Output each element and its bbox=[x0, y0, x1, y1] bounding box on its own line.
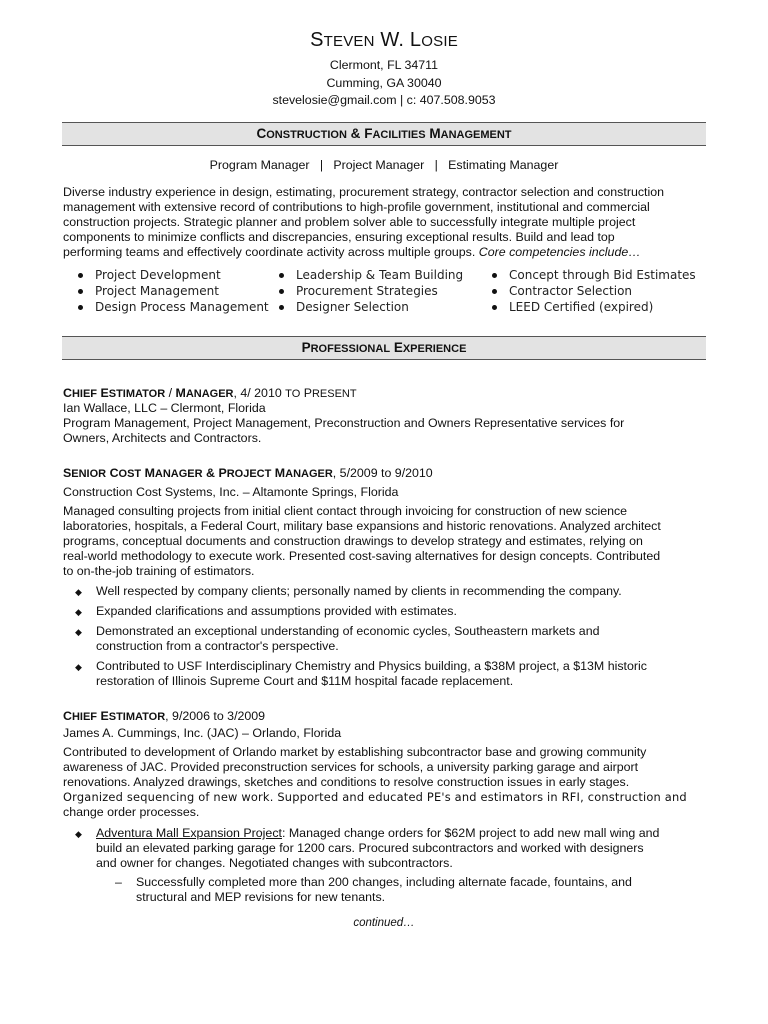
job-title: CHIEF ESTIMATOR, 9/2006 to 3/2009 bbox=[63, 709, 266, 723]
achievement-bullet: ◆ Expanded clarifications and assumptions provided with estimates. bbox=[96, 604, 706, 619]
bullet-icon bbox=[78, 289, 83, 294]
job-title: SENIOR COST MANAGER & PROJECT MANAGER, 5/2009 to 9/2010 bbox=[63, 466, 433, 480]
competency-item: LEED Certified (expired) bbox=[509, 300, 653, 314]
diamond-bullet-icon: ◆ bbox=[75, 662, 82, 672]
competency-item: Contractor Selection bbox=[509, 284, 632, 298]
diamond-bullet-icon: ◆ bbox=[75, 587, 82, 597]
job-title: CHIEF ESTIMATOR / MANAGER, 4/ 2010 TO PRESENT bbox=[63, 386, 357, 400]
address-line-1: Clermont, FL 34711 bbox=[329, 58, 439, 72]
company-name: James A. Cummings, Inc. (JAC) – Orlando, Florida bbox=[63, 726, 342, 740]
achievement-bullet: ◆ Contributed to USF Interdisciplinary Chemistry and Physics building, a $38M project, a $13M historic restoration of Illinois Supreme Court and $11M hospital facade replacement. bbox=[75, 659, 647, 689]
dash-bullet-icon: – bbox=[115, 875, 122, 889]
section-heading-construction: CONSTRUCTION & FACILITIES MANAGEMENT bbox=[62, 122, 706, 146]
job-description: Contributed to development of Orlando market by establishing subcontractor base and growing community awareness of JAC. Provided preconstruction services for schools, a university parking garage and airport renovations. Analyzed drawings, sketches and conditions to resolve construction issues in early stages. Organized sequencing of new work. Supported and educated PE's and estimators in RFI, construction and change order processes. bbox=[63, 745, 687, 820]
achievement-bullet: ◆ Demonstrated an exceptional understanding of economic cycles, Southeastern markets and construction from a contractor's perspective. bbox=[75, 624, 600, 654]
summary-paragraph: Diverse industry experience in design, estimating, procurement strategy, contractor selection and construction management with extensive record of contributions to high-profile government, institutional and commercial construction projects. Strategic planner and problem solver able to successfully integrate multiple project components to minimize conflicts and discrepancies, ensuring exceptional results. Build and lead top performing teams and effectively coordinate activity across multiple groups. Core competencies include… bbox=[63, 185, 665, 260]
job-description: Program Management, Project Management, Preconstruction and Owners Representative services for Owners, Architects and Contractors. bbox=[63, 416, 625, 446]
competency-item: Procurement Strategies bbox=[296, 284, 438, 298]
achievement-bullet: ◆ Well respected by company clients; personally named by clients in recommending the company. bbox=[96, 584, 706, 599]
bullet-icon bbox=[78, 305, 83, 310]
bullet-icon bbox=[492, 289, 497, 294]
bullet-icon bbox=[78, 273, 83, 278]
bullet-icon bbox=[279, 305, 284, 310]
bullet-icon bbox=[279, 273, 284, 278]
bullet-icon bbox=[492, 273, 497, 278]
competency-item: Design Process Management bbox=[95, 300, 269, 314]
company-name: Ian Wallace, LLC – Clermont, Florida bbox=[63, 401, 266, 415]
company-name: Construction Cost Systems, Inc. – Altamonte Springs, Florida bbox=[63, 485, 399, 499]
diamond-bullet-icon: ◆ bbox=[75, 607, 82, 617]
address-line-2: Cumming, GA 30040 bbox=[326, 76, 442, 90]
achievement-bullet: ◆ Adventura Mall Expansion Project: Managed change orders for $62M project to add new mall wing and build an elevated parking garage for 1200 cars. Procured subcontractors and worked with designers and owner for changes. Negotiated changes with subcontractors. bbox=[75, 826, 660, 871]
diamond-bullet-icon: ◆ bbox=[75, 829, 82, 839]
project-name: Adventura Mall Expansion Project bbox=[96, 826, 282, 840]
competency-item: Project Management bbox=[95, 284, 219, 298]
email-phone: stevelosie@gmail.com | c: 407.508.9053 bbox=[272, 93, 496, 107]
bullet-icon bbox=[492, 305, 497, 310]
competency-item: Project Development bbox=[95, 268, 221, 282]
competency-item: Designer Selection bbox=[296, 300, 409, 314]
diamond-bullet-icon: ◆ bbox=[75, 627, 82, 637]
target-roles: Program Manager | Project Manager | Estimating Manager bbox=[209, 158, 559, 172]
competency-item: Concept through Bid Estimates bbox=[509, 268, 696, 282]
competency-item: Leadership & Team Building bbox=[296, 268, 463, 282]
section-heading-experience: PROFESSIONAL EXPERIENCE bbox=[62, 336, 706, 360]
job-description: Managed consulting projects from initial client contact through invoicing for construction of new science laboratories, hospitals, a Federal Court, military base expansions and historic renovations. Analyzed architect programs, conceptual documents and construction drawings to develop strategy and estimates, relying on real-world methodology to execute work. Presented cost-saving alternatives for design concepts. Contributed to on-the-job training of estimators. bbox=[63, 504, 661, 579]
continued-note: continued… bbox=[353, 917, 415, 929]
candidate-name: STEVEN W. LOSIE bbox=[310, 29, 458, 51]
bullet-icon bbox=[279, 289, 284, 294]
sub-bullet: – Successfully completed more than 200 changes, including alternate facade, fountains, and structural and MEP revisions for new tenants. bbox=[115, 875, 632, 905]
